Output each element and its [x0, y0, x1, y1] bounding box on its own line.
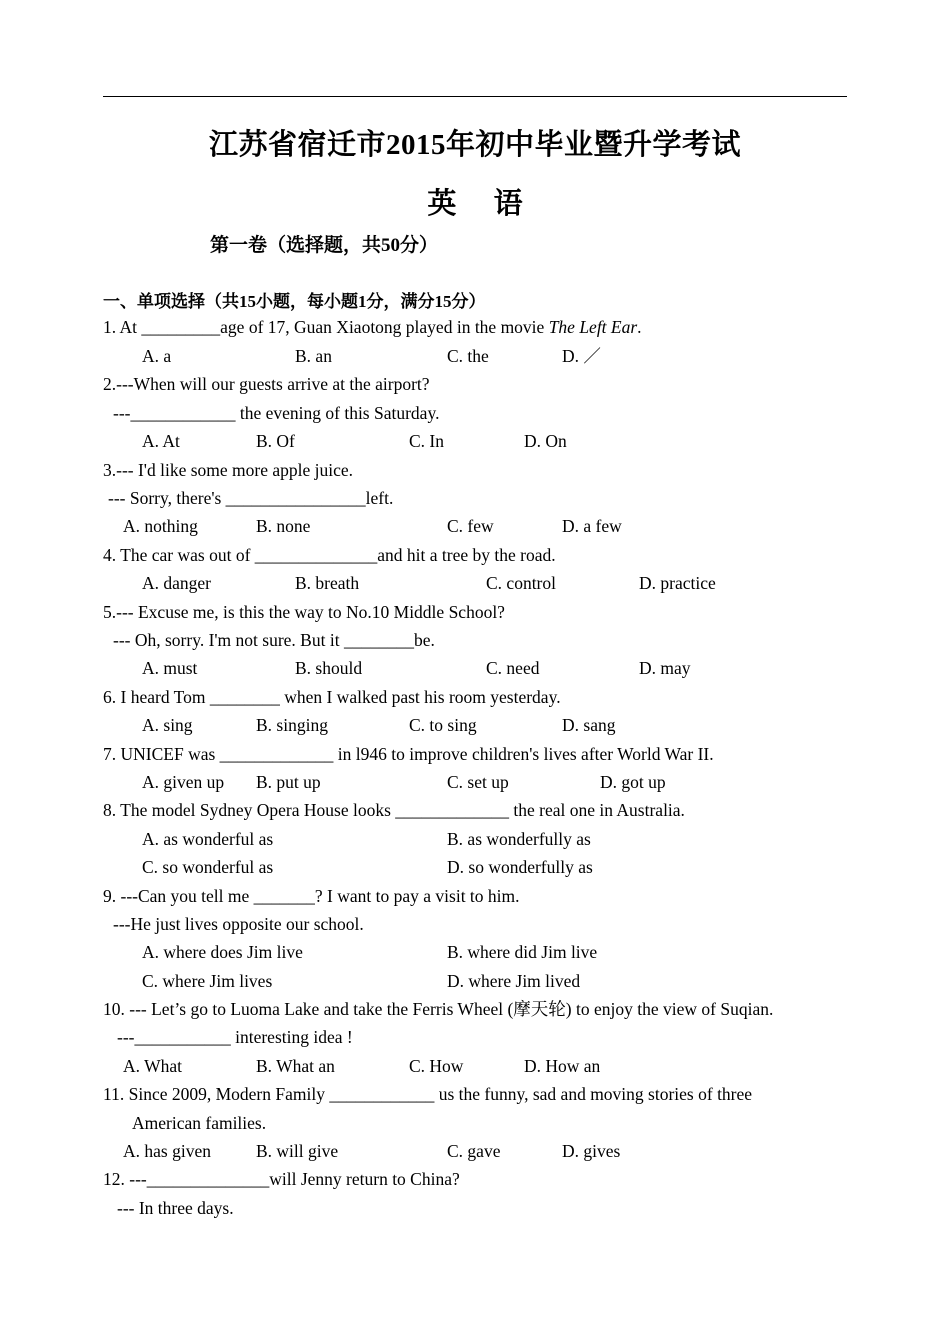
- q9-option-a: A. where does Jim live: [142, 942, 303, 962]
- q1-option-b: B. an: [295, 346, 332, 366]
- q11-option-c: C. gave: [447, 1141, 501, 1161]
- q9-option-b: B. where did Jim live: [447, 942, 598, 962]
- q6-option-b: B. singing: [256, 715, 328, 735]
- question-1-text: 1. At _________age of 17, Guan Xiaotong played in the movie: [103, 317, 549, 337]
- question-12: 12. ---______________will Jenny return to China?: [103, 1169, 460, 1189]
- q1-option-d: D. ／: [562, 346, 601, 366]
- exam-title: 江苏省宿迁市2015年初中毕业暨升学考试: [208, 129, 741, 161]
- question-2: 2.---When will our guests arrive at the airport?: [103, 374, 430, 394]
- question-3-answer: --- Sorry, there's ________________left.: [108, 488, 394, 508]
- q11-option-b: B. will give: [256, 1141, 339, 1161]
- volume-heading: 第一卷（选择题，共50分）: [210, 235, 439, 256]
- section-heading: 一、单项选择（共15小题，每小题1分，满分15分）: [103, 292, 486, 311]
- q6-option-a: A. sing: [142, 715, 193, 735]
- q7-option-d: D. got up: [600, 772, 666, 792]
- q4-option-c: C. control: [486, 573, 556, 593]
- q4-option-a: A. danger: [142, 573, 212, 593]
- question-6: 6. I heard Tom ________ when I walked past his room yesterday.: [103, 687, 561, 707]
- q5-option-c: C. need: [486, 658, 540, 678]
- q1-option-a: A. a: [142, 346, 172, 366]
- question-10: 10. --- Let’s go to Luoma Lake and take the Ferris Wheel (摩天轮) to enjoy the view of Suqian.: [103, 999, 774, 1019]
- q5-option-b: B. should: [295, 658, 363, 678]
- q9-option-c: C. where Jim lives: [142, 971, 273, 991]
- q7-option-c: C. set up: [447, 772, 509, 792]
- q3-option-b: B. none: [256, 516, 311, 536]
- q8-option-a: A. as wonderful as: [142, 829, 274, 849]
- q7-option-a: A. given up: [142, 772, 225, 792]
- question-1: [103, 317, 642, 337]
- question-11-continued: American families.: [132, 1113, 267, 1133]
- q2-option-b: B. Of: [256, 431, 295, 451]
- question-8: 8. The model Sydney Opera House looks _____________ the real one in Australia.: [103, 800, 685, 820]
- q2-option-c: C. In: [409, 431, 444, 451]
- q4-option-b: B. breath: [295, 573, 360, 593]
- question-3: 3.--- I'd like some more apple juice.: [103, 460, 354, 480]
- question-9-answer: ---He just lives opposite our school.: [113, 914, 364, 934]
- exam-subject: 英 语: [427, 188, 523, 220]
- question-1-tail: .: [637, 317, 642, 337]
- q8-option-b: B. as wonderfully as: [447, 829, 591, 849]
- q6-option-d: D. sang: [562, 715, 616, 735]
- question-10-answer: ---___________ interesting idea !: [117, 1027, 353, 1047]
- q1-option-c: C. the: [447, 346, 489, 366]
- q10-option-b: B. What an: [256, 1056, 335, 1076]
- q9-option-d: D. where Jim lived: [447, 971, 581, 991]
- question-2-answer: ---____________ the evening of this Saturday.: [113, 403, 440, 423]
- question-5: 5.--- Excuse me, is this the way to No.10 Middle School?: [103, 602, 505, 622]
- q2-option-a: A. At: [142, 431, 180, 451]
- q10-option-d: D. How an: [524, 1056, 601, 1076]
- question-9: 9. ---Can you tell me _______? I want to pay a visit to him.: [103, 886, 520, 906]
- q3-option-a: A. nothing: [123, 516, 198, 536]
- q3-option-c: C. few: [447, 516, 494, 536]
- question-4: 4. The car was out of ______________and hit a tree by the road.: [103, 545, 556, 565]
- q11-option-a: A. has given: [123, 1141, 211, 1161]
- q2-option-d: D. On: [524, 431, 567, 451]
- q3-option-d: D. a few: [562, 516, 622, 536]
- question-12-answer: --- In three days.: [117, 1198, 234, 1218]
- header-rule: [103, 96, 847, 97]
- q6-option-c: C. to sing: [409, 715, 477, 735]
- q10-option-c: C. How: [409, 1056, 464, 1076]
- q8-option-c: C. so wonderful as: [142, 857, 274, 877]
- q11-option-d: D. gives: [562, 1141, 621, 1161]
- movie-title: The Left Ear: [548, 317, 638, 337]
- question-7: 7. UNICEF was _____________ in l946 to improve children's lives after World War II.: [103, 744, 714, 764]
- question-11: 11. Since 2009, Modern Family ____________ us the funny, sad and moving stories of three: [103, 1084, 753, 1104]
- q4-option-d: D. practice: [639, 573, 716, 593]
- q8-option-d: D. so wonderfully as: [447, 857, 593, 877]
- question-5-answer: --- Oh, sorry. I'm not sure. But it ________be.: [113, 630, 435, 650]
- q7-option-b: B. put up: [256, 772, 321, 792]
- q5-option-d: D. may: [639, 658, 691, 678]
- q5-option-a: A. must: [142, 658, 198, 678]
- q10-option-a: A. What: [123, 1056, 182, 1076]
